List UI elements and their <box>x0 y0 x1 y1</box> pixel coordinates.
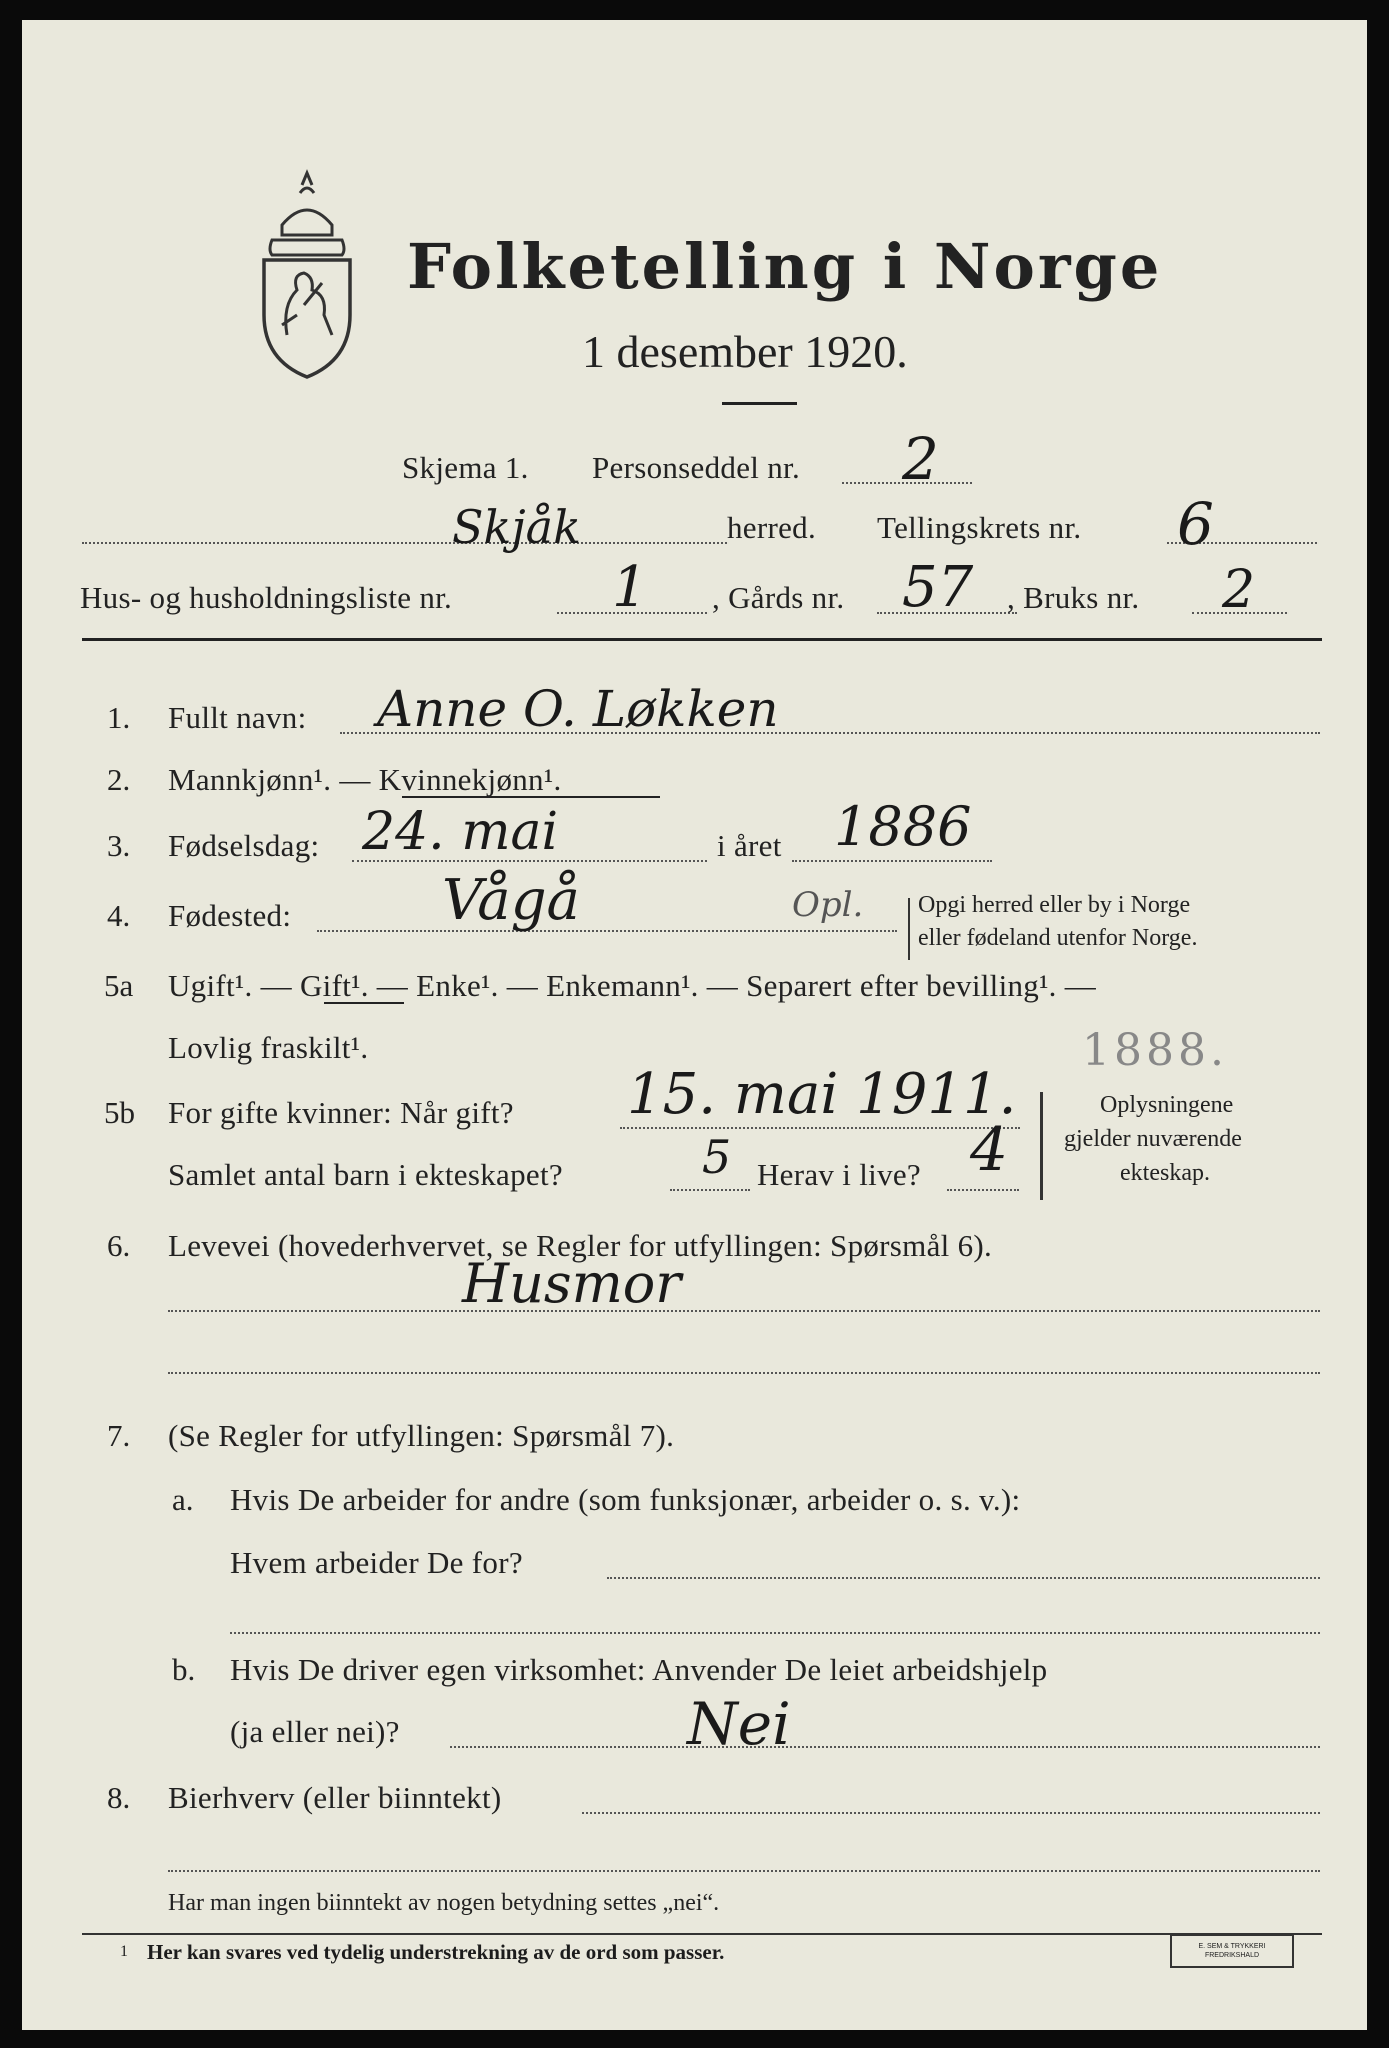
census-form-sheet <box>22 20 1367 2030</box>
q7b-line1: Hvis De driver egen virksomhet: Anvender De leiet arbeidshjelp <box>230 1652 1048 1687</box>
q5b-label3: Herav i live? <box>757 1157 921 1192</box>
q1-number: 1. <box>107 700 131 735</box>
q3-aaret-value[interactable]: 1886 <box>834 795 972 858</box>
q7a-dotline-2 <box>230 1632 1320 1634</box>
q8-label: Bierhverv (eller biinntekt) <box>168 1780 502 1815</box>
hus-label: Hus- og husholdningsliste nr. <box>80 580 453 615</box>
bruks-value[interactable]: 2 <box>1222 560 1256 620</box>
q7a-line2: Hvem arbeider De for? <box>230 1545 523 1580</box>
herred-value[interactable]: Skjåk <box>452 500 581 554</box>
q3-aaret-dotline <box>792 860 992 862</box>
q5b-value3[interactable]: 4 <box>970 1115 1009 1185</box>
q2-kvinnekjonn-underline <box>402 796 660 798</box>
gards-label: , Gårds nr. <box>712 580 845 615</box>
coat-of-arms-icon <box>242 165 372 380</box>
hus-value[interactable]: 1 <box>612 555 648 620</box>
q5b-label1: For gifte kvinner: Når gift? <box>168 1095 514 1130</box>
bruks-label: , Bruks nr. <box>1007 580 1140 615</box>
title-divider <box>722 402 797 405</box>
q3-number: 3. <box>107 828 131 863</box>
printer-stamp-text: E. SEM & TRYKKERI FREDRIKSHALD <box>1198 1943 1266 1959</box>
q6-label: Levevei (hovederhvervet, se Regler for utfyllingen: Spørsmål 6). <box>168 1228 993 1263</box>
herred-dotline <box>82 542 727 544</box>
q8-dotline-1 <box>582 1812 1320 1814</box>
q1-label: Fullt navn: <box>168 700 307 735</box>
q2-text: Mannkjønn¹. — Kvinnekjønn¹. <box>168 762 562 797</box>
q7-number: 7. <box>107 1418 131 1453</box>
printer-stamp <box>1170 1934 1294 1968</box>
q7b-dotline <box>450 1746 1320 1748</box>
header-rule <box>82 638 1322 641</box>
personseddel-label: Personseddel nr. <box>592 450 800 485</box>
q5a-gift-underline <box>324 1002 404 1004</box>
q5b-note-line1: Oplysningene <box>1100 1092 1234 1118</box>
q3-label: Fødselsdag: <box>168 828 320 863</box>
q5b-margin-note[interactable]: 1888. <box>1082 1025 1228 1076</box>
q4-note-line1: Opgi herred eller by i Norge <box>918 892 1191 918</box>
q5b-value3-dotline <box>947 1189 1019 1191</box>
q7a-line1: Hvis De arbeider for andre (som funksjonær, arbeider o. s. v.): <box>230 1482 1021 1517</box>
q4-value-suffix[interactable]: Opl. <box>792 885 864 925</box>
q4-value[interactable]: Vågå <box>442 868 580 933</box>
personseddel-value[interactable]: 2 <box>902 425 939 493</box>
biinntekt-note: Har man ingen biinntekt av nogen betydning settes „nei“. <box>168 1890 720 1916</box>
q7a-letter: a. <box>172 1482 194 1517</box>
q2-number: 2. <box>107 762 131 797</box>
q5b-note-brace <box>1040 1092 1043 1200</box>
q5b-note-line2: gjelder nuværende <box>1064 1126 1242 1152</box>
footnote-rule <box>82 1933 1322 1935</box>
q8-dotline-2 <box>168 1870 1320 1872</box>
q6-value[interactable]: Husmor <box>462 1252 682 1315</box>
q5b-label2: Samlet antal barn i ekteskapet? <box>168 1157 563 1192</box>
q4-note-line2: eller fødeland utenfor Norge. <box>918 925 1198 951</box>
q5b-number: 5b <box>104 1095 135 1130</box>
q5a-line2: Lovlig fraskilt¹. <box>168 1030 369 1065</box>
q4-label: Fødested: <box>168 898 292 933</box>
footnote-mark: 1 <box>120 1943 128 1960</box>
q6-dotline-2 <box>168 1372 1320 1374</box>
q5a-number: 5a <box>104 968 134 1003</box>
q3-aaret-label: i året <box>717 828 782 863</box>
q7b-line2: (ja eller nei)? <box>230 1714 400 1749</box>
q6-number: 6. <box>107 1228 131 1263</box>
q6-dotline-1 <box>168 1310 1320 1312</box>
q7-label: (Se Regler for utfyllingen: Spørsmål 7). <box>168 1418 675 1453</box>
q4-dotline <box>317 930 897 932</box>
q4-note-brace <box>908 898 910 960</box>
q5b-value1[interactable]: 15. mai 1911. <box>627 1062 1017 1127</box>
form-title: Folketelling i Norge <box>407 230 1163 303</box>
tellingskrets-value[interactable]: 6 <box>1177 490 1214 558</box>
q8-number: 8. <box>107 1780 131 1815</box>
q5b-note-line3: ekteskap. <box>1120 1160 1210 1186</box>
q7b-letter: b. <box>172 1652 196 1687</box>
q5b-value1-dotline <box>620 1127 1020 1129</box>
footnote-text: Her kan svares ved tydelig understrekning av de ord som passer. <box>147 1940 725 1964</box>
tellingskrets-label: Tellingskrets nr. <box>877 510 1082 545</box>
q1-value[interactable]: Anne O. Løkken <box>377 680 779 738</box>
herred-label: herred. <box>727 510 817 545</box>
skjema-label: Skjema 1. <box>402 450 529 485</box>
census-date: 1 desember 1920. <box>582 326 908 377</box>
q5b-value2-dotline <box>670 1189 750 1191</box>
q7a-dotline-1 <box>607 1577 1320 1579</box>
q5a-line1: Ugift¹. — Gift¹. — Enke¹. — Enkemann¹. — Separert efter bevilling¹. — <box>168 968 1097 1003</box>
q3-value[interactable]: 24. mai <box>362 802 559 862</box>
q7b-value[interactable]: Nei <box>687 1690 791 1758</box>
q4-number: 4. <box>107 898 131 933</box>
q5b-value2[interactable]: 5 <box>702 1130 732 1184</box>
gards-value[interactable]: 57 <box>902 555 974 620</box>
